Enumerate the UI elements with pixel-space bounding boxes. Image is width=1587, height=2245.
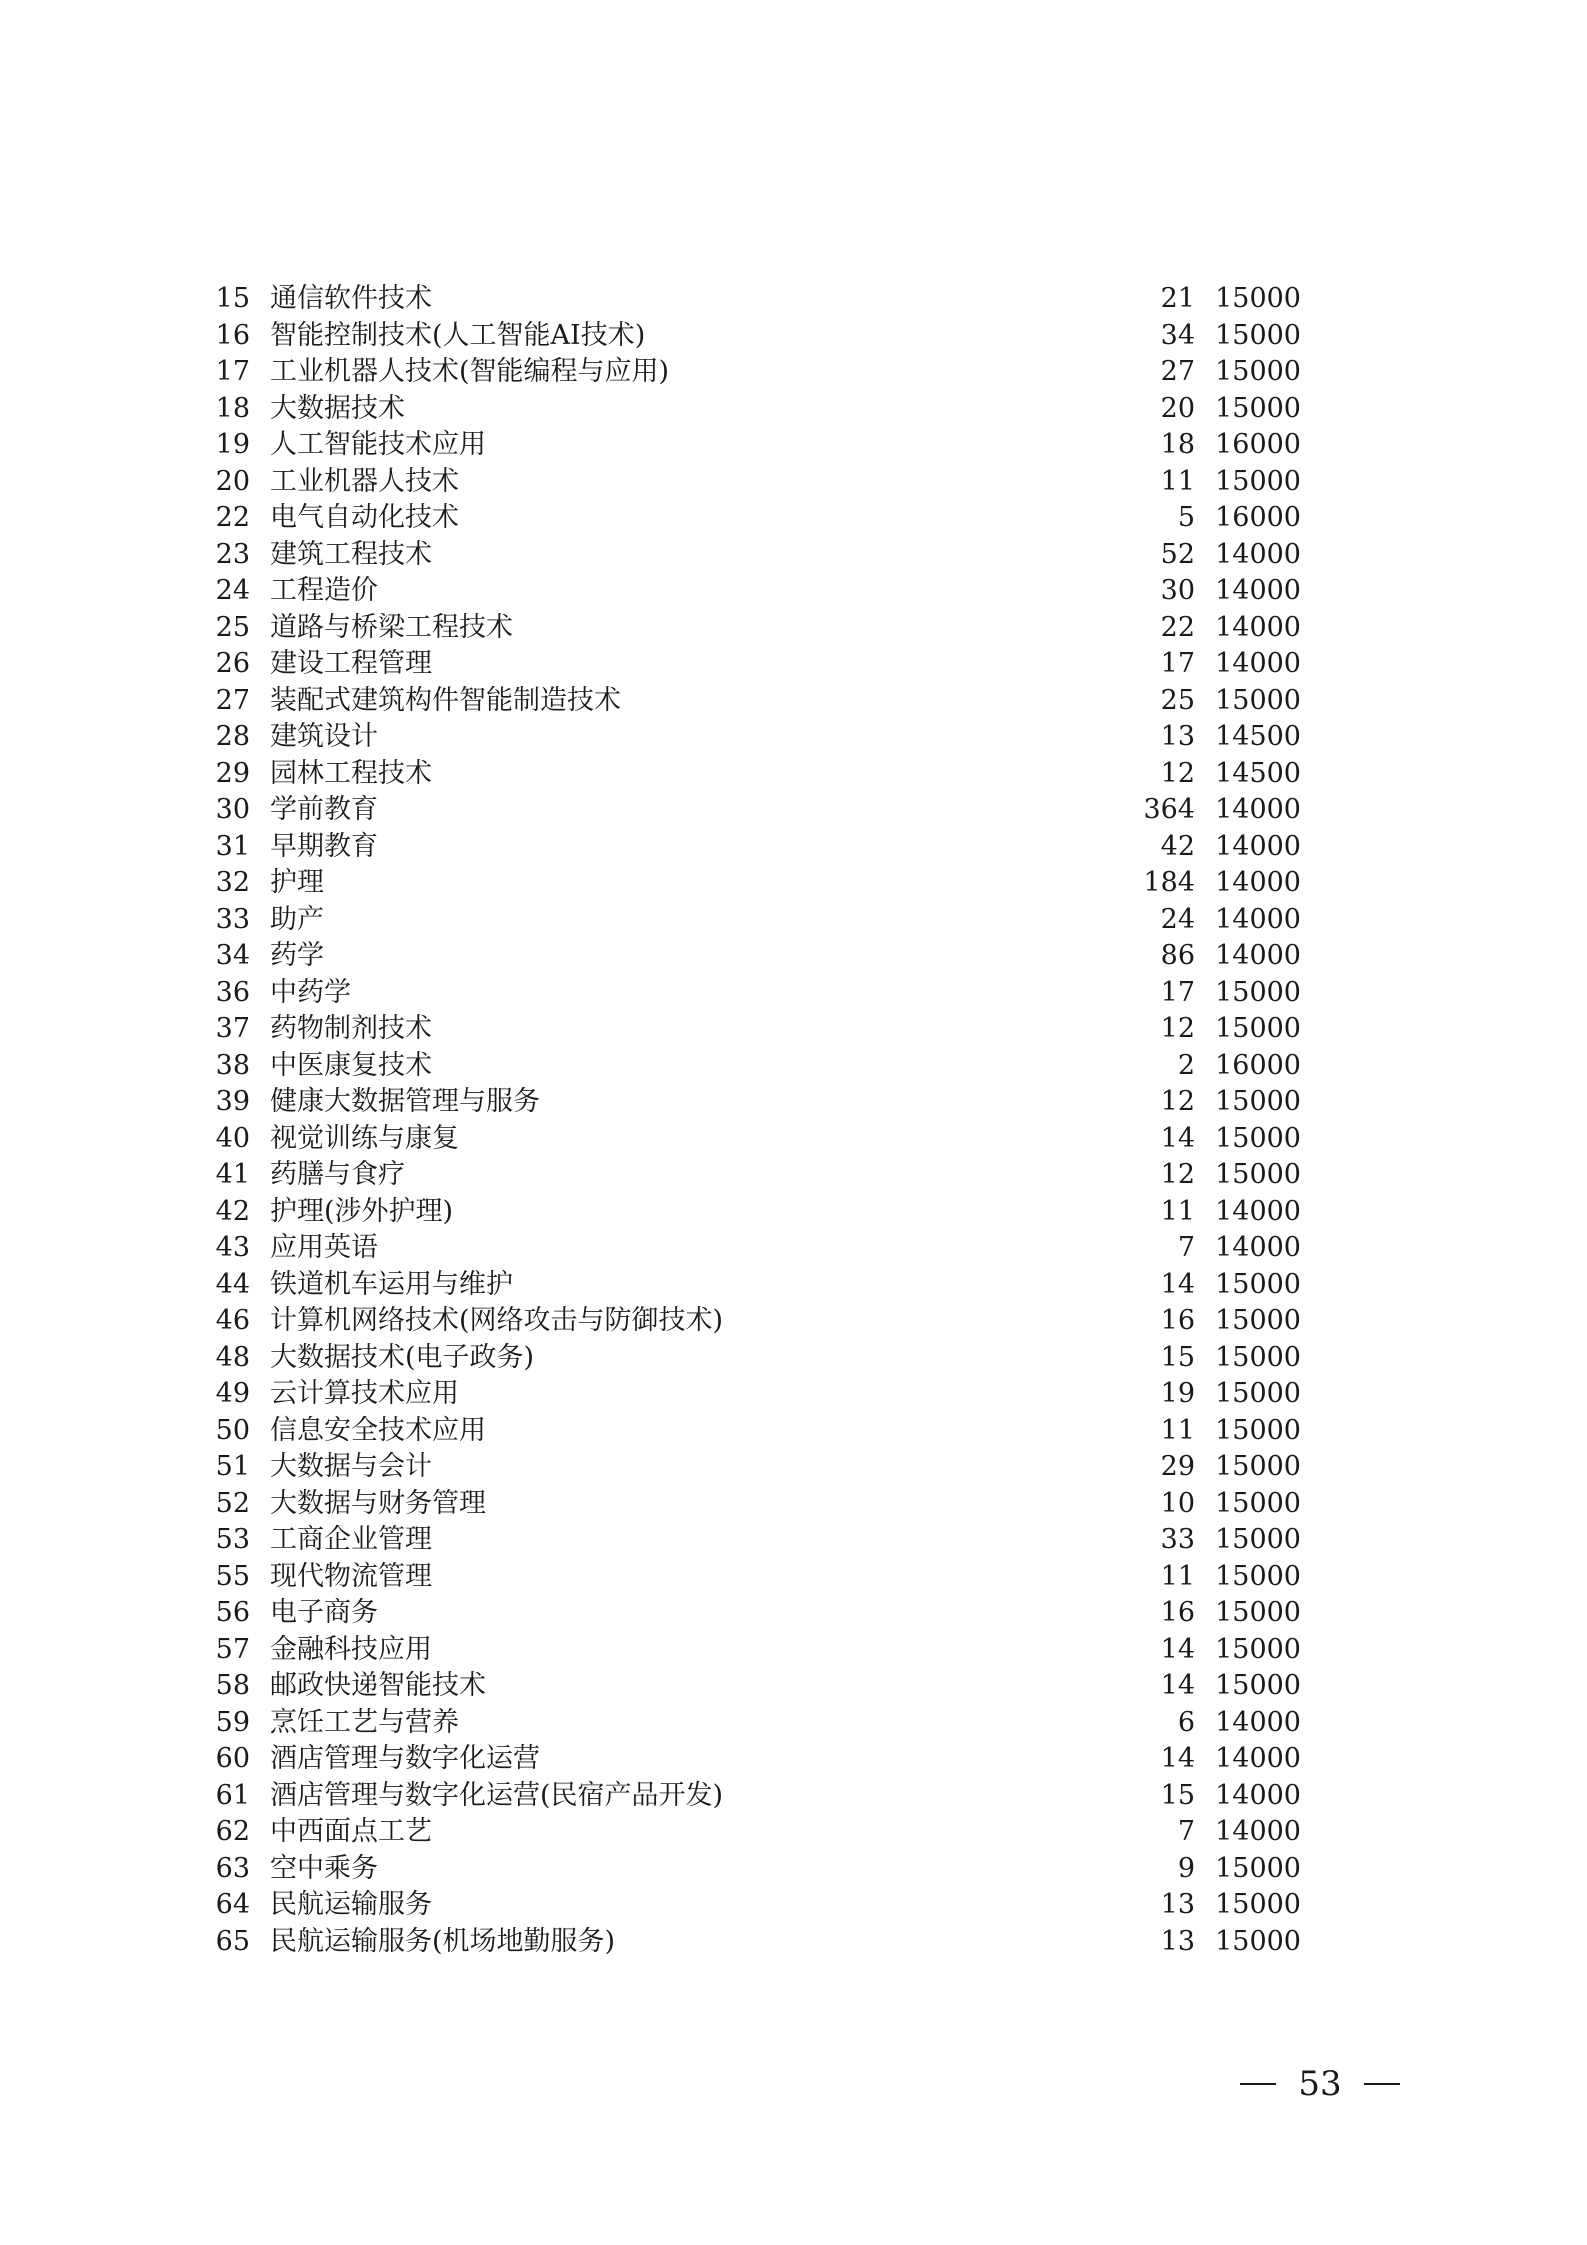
row-number: 15: [215, 283, 250, 314]
tuition-fee: 14000: [1215, 1232, 1301, 1263]
table-row: [0, 1486, 1587, 1523]
row-number: 33: [215, 903, 250, 935]
major-name: 学前教育: [270, 794, 378, 825]
table-row: [0, 427, 1587, 464]
row-number: 65: [215, 1925, 250, 1957]
row-number: 57: [215, 1633, 250, 1665]
major-name: 酒店管理与数字化运营: [270, 1743, 540, 1774]
major-name: 空中乘务: [270, 1852, 378, 1884]
row-number: 50: [215, 1414, 250, 1446]
major-name: 大数据技术: [270, 392, 405, 424]
row-number: 27: [215, 684, 250, 716]
page-number: 53: [1298, 2064, 1342, 2104]
enrollment-count: 20: [1160, 392, 1195, 424]
row-number: 42: [215, 1195, 250, 1227]
enrollment-count: 7: [1177, 1232, 1195, 1263]
tuition-fee: 14000: [1215, 611, 1301, 643]
table-row: [0, 938, 1587, 975]
table-row: [0, 1559, 1587, 1596]
table-row: [0, 975, 1587, 1012]
major-name: 中医康复技术: [270, 1049, 432, 1081]
tuition-fee: 14000: [1215, 1779, 1301, 1811]
tuition-fee: 15000: [1215, 1159, 1301, 1190]
enrollment-count: 21: [1160, 283, 1195, 314]
row-number: 29: [215, 757, 250, 789]
major-name: 铁道机车运用与维护: [270, 1268, 513, 1300]
tuition-fee: 15000: [1215, 1925, 1301, 1957]
enrollment-count: 6: [1177, 1706, 1195, 1738]
table-row: [0, 500, 1587, 537]
table-row: [0, 902, 1587, 939]
major-name: 药膳与食疗: [270, 1159, 405, 1190]
table-row: [0, 1924, 1587, 1961]
row-number: 20: [215, 465, 250, 497]
tuition-fee: 14000: [1215, 1743, 1301, 1774]
table-row: [0, 683, 1587, 720]
tuition-fee: 14500: [1215, 721, 1301, 752]
major-name: 建筑设计: [270, 721, 378, 752]
table-row: [0, 318, 1587, 355]
major-name: 民航运输服务(机场地勤服务): [270, 1925, 616, 1957]
major-name: 工业机器人技术(智能编程与应用): [270, 356, 670, 387]
tuition-fee: 16000: [1215, 1049, 1301, 1081]
tuition-fee: 14000: [1215, 1195, 1301, 1227]
tuition-fee: 14000: [1215, 648, 1301, 679]
enrollment-count: 7: [1177, 1816, 1195, 1847]
enrollment-count: 25: [1160, 684, 1195, 716]
tuition-fee: 16000: [1215, 502, 1301, 533]
enrollment-count: 12: [1160, 757, 1195, 789]
major-name: 计算机网络技术(网络攻击与防御技术): [270, 1305, 724, 1336]
row-number: 48: [215, 1341, 250, 1373]
table-row: [0, 281, 1587, 318]
row-number: 22: [215, 502, 250, 533]
row-number: 34: [215, 940, 250, 971]
enrollment-count: 364: [1143, 794, 1195, 825]
enrollment-count: 5: [1177, 502, 1195, 533]
major-name: 大数据技术(电子政务): [270, 1341, 535, 1373]
row-number: 36: [215, 976, 250, 1008]
major-name: 人工智能技术应用: [270, 429, 486, 460]
row-number: 46: [215, 1305, 250, 1336]
enrollment-count: 12: [1160, 1086, 1195, 1117]
major-name: 健康大数据管理与服务: [270, 1086, 540, 1117]
enrollment-count: 29: [1160, 1451, 1195, 1482]
table-row: [0, 573, 1587, 610]
enrollment-count: 11: [1160, 1414, 1195, 1446]
row-number: 32: [215, 867, 250, 898]
row-number: 19: [215, 429, 250, 460]
tuition-fee: 15000: [1215, 1524, 1301, 1555]
table-row: [0, 1887, 1587, 1924]
tuition-fee: 15000: [1215, 319, 1301, 351]
enrollment-count: 27: [1160, 356, 1195, 387]
major-name: 中药学: [270, 976, 351, 1008]
tuition-fee: 15000: [1215, 1633, 1301, 1665]
major-name: 智能控制技术(人工智能AI技术): [270, 319, 646, 351]
major-name: 金融科技应用: [270, 1633, 432, 1665]
enrollment-count: 18: [1160, 429, 1195, 460]
tuition-fee: 15000: [1215, 392, 1301, 424]
tuition-fee: 15000: [1215, 1560, 1301, 1592]
major-name: 信息安全技术应用: [270, 1414, 486, 1446]
table-row: [0, 792, 1587, 829]
major-name: 工程造价: [270, 575, 378, 606]
enrollment-count: 22: [1160, 611, 1195, 643]
row-number: 40: [215, 1122, 250, 1154]
row-number: 26: [215, 648, 250, 679]
tuition-fee: 15000: [1215, 976, 1301, 1008]
major-name: 助产: [270, 903, 324, 935]
table-row: [0, 1741, 1587, 1778]
row-number: 38: [215, 1049, 250, 1081]
enrollment-count: 16: [1160, 1597, 1195, 1628]
row-number: 58: [215, 1670, 250, 1701]
table-row: [0, 1705, 1587, 1742]
major-name: 酒店管理与数字化运营(民宿产品开发): [270, 1779, 724, 1811]
table-row: [0, 1851, 1587, 1888]
enrollment-count: 14: [1160, 1122, 1195, 1154]
enrollment-count: 17: [1160, 648, 1195, 679]
table-row: [0, 1778, 1587, 1815]
major-name: 视觉训练与康复: [270, 1122, 459, 1154]
major-name: 邮政快递智能技术: [270, 1670, 486, 1701]
tuition-fee: 15000: [1215, 1487, 1301, 1519]
enrollment-count: 19: [1160, 1378, 1195, 1409]
table-row: [0, 1011, 1587, 1048]
table-row: [0, 865, 1587, 902]
row-number: 30: [215, 794, 250, 825]
table-row: [0, 719, 1587, 756]
major-name: 云计算技术应用: [270, 1378, 459, 1409]
enrollment-count: 12: [1160, 1159, 1195, 1190]
table-row: [0, 1267, 1587, 1304]
row-number: 62: [215, 1816, 250, 1847]
major-name: 烹饪工艺与营养: [270, 1706, 459, 1738]
enrollment-count: 86: [1160, 940, 1195, 971]
enrollment-count: 9: [1177, 1852, 1195, 1884]
row-number: 44: [215, 1268, 250, 1300]
enrollment-count: 14: [1160, 1633, 1195, 1665]
major-name: 装配式建筑构件智能制造技术: [270, 684, 621, 716]
row-number: 23: [215, 538, 250, 570]
tuition-fee: 14000: [1215, 1816, 1301, 1847]
row-number: 51: [215, 1451, 250, 1482]
table-row: [0, 829, 1587, 866]
table-row: [0, 1230, 1587, 1267]
tuition-fee: 15000: [1215, 1268, 1301, 1300]
row-number: 52: [215, 1487, 250, 1519]
tuition-fee: 15000: [1215, 1013, 1301, 1044]
row-number: 28: [215, 721, 250, 752]
major-name: 民航运输服务: [270, 1889, 432, 1920]
row-number: 17: [215, 356, 250, 387]
tuition-fee: 14000: [1215, 830, 1301, 862]
row-number: 25: [215, 611, 250, 643]
enrollment-count: 13: [1160, 1925, 1195, 1957]
table-row: [0, 464, 1587, 501]
enrollment-count: 14: [1160, 1743, 1195, 1774]
major-name: 应用英语: [270, 1232, 378, 1263]
table-row: [0, 537, 1587, 574]
major-name: 通信软件技术: [270, 283, 432, 314]
enrollment-count: 30: [1160, 575, 1195, 606]
tuition-fee: 15000: [1215, 1341, 1301, 1373]
major-name: 电气自动化技术: [270, 502, 459, 533]
row-number: 56: [215, 1597, 250, 1628]
row-number: 39: [215, 1086, 250, 1117]
enrollment-count: 16: [1160, 1305, 1195, 1336]
table-row: [0, 354, 1587, 391]
row-number: 64: [215, 1889, 250, 1920]
major-name: 大数据与财务管理: [270, 1487, 486, 1519]
tuition-fee: 15000: [1215, 1852, 1301, 1884]
row-number: 41: [215, 1159, 250, 1190]
major-name: 现代物流管理: [270, 1560, 432, 1592]
table-row: [0, 1121, 1587, 1158]
major-name: 中西面点工艺: [270, 1816, 432, 1847]
major-name: 工业机器人技术: [270, 465, 459, 497]
table-row: [0, 1668, 1587, 1705]
table-row: [0, 1814, 1587, 1851]
table-row: [0, 1413, 1587, 1450]
row-number: 43: [215, 1232, 250, 1263]
table-row: [0, 1157, 1587, 1194]
major-name: 大数据与会计: [270, 1451, 432, 1482]
enrollment-count: 11: [1160, 1560, 1195, 1592]
table-row: [0, 1449, 1587, 1486]
tuition-fee: 14500: [1215, 757, 1301, 789]
enrollment-count: 33: [1160, 1524, 1195, 1555]
table-row: [0, 1084, 1587, 1121]
row-number: 55: [215, 1560, 250, 1592]
tuition-fee: 15000: [1215, 1670, 1301, 1701]
tuition-fee: 16000: [1215, 429, 1301, 460]
tuition-fee: 15000: [1215, 1305, 1301, 1336]
enrollment-count: 11: [1160, 465, 1195, 497]
enrollment-count: 14: [1160, 1670, 1195, 1701]
major-name: 道路与桥梁工程技术: [270, 611, 513, 643]
row-number: 63: [215, 1852, 250, 1884]
enrollment-count: 13: [1160, 1889, 1195, 1920]
table-row: [0, 1048, 1587, 1085]
row-number: 16: [215, 319, 250, 351]
row-number: 31: [215, 830, 250, 862]
tuition-fee: 15000: [1215, 1086, 1301, 1117]
enrollment-count: 13: [1160, 721, 1195, 752]
row-number: 37: [215, 1013, 250, 1044]
table-row: [0, 610, 1587, 647]
row-number: 49: [215, 1378, 250, 1409]
enrollment-count: 34: [1160, 319, 1195, 351]
tuition-fee: 15000: [1215, 356, 1301, 387]
major-name: 工商企业管理: [270, 1524, 432, 1555]
tuition-fee: 15000: [1215, 1414, 1301, 1446]
row-number: 59: [215, 1706, 250, 1738]
enrollment-count: 11: [1160, 1195, 1195, 1227]
tuition-fee: 14000: [1215, 794, 1301, 825]
major-name: 药学: [270, 940, 324, 971]
row-number: 60: [215, 1743, 250, 1774]
table-row: [0, 1632, 1587, 1669]
enrollment-count: 12: [1160, 1013, 1195, 1044]
tuition-fee: 15000: [1215, 684, 1301, 716]
enrollment-count: 24: [1160, 903, 1195, 935]
table-row: [0, 391, 1587, 428]
major-name: 药物制剂技术: [270, 1013, 432, 1044]
tuition-fee: 15000: [1215, 465, 1301, 497]
table-row: [0, 756, 1587, 793]
major-name: 护理: [270, 867, 324, 898]
major-name: 建筑工程技术: [270, 538, 432, 570]
table-row: [0, 1595, 1587, 1632]
enrollment-table: [0, 281, 1587, 1960]
tuition-fee: 15000: [1215, 1122, 1301, 1154]
major-name: 早期教育: [270, 830, 378, 862]
tuition-fee: 14000: [1215, 867, 1301, 898]
tuition-fee: 14000: [1215, 575, 1301, 606]
tuition-fee: 14000: [1215, 940, 1301, 971]
enrollment-count: 14: [1160, 1268, 1195, 1300]
major-name: 护理(涉外护理): [270, 1195, 454, 1227]
major-name: 建设工程管理: [270, 648, 432, 679]
enrollment-count: 17: [1160, 976, 1195, 1008]
table-row: [0, 1303, 1587, 1340]
tuition-fee: 14000: [1215, 538, 1301, 570]
enrollment-count: 2: [1177, 1049, 1195, 1081]
table-row: [0, 1376, 1587, 1413]
tuition-fee: 14000: [1215, 903, 1301, 935]
tuition-fee: 15000: [1215, 1889, 1301, 1920]
tuition-fee: 15000: [1215, 1451, 1301, 1482]
major-name: 园林工程技术: [270, 757, 432, 789]
row-number: 18: [215, 392, 250, 424]
enrollment-count: 52: [1160, 538, 1195, 570]
right-dash: [1364, 2083, 1400, 2085]
enrollment-count: 15: [1160, 1779, 1195, 1811]
enrollment-count: 15: [1160, 1341, 1195, 1373]
major-name: 电子商务: [270, 1597, 378, 1628]
enrollment-count: 42: [1160, 830, 1195, 862]
tuition-fee: 15000: [1215, 1597, 1301, 1628]
enrollment-count: 184: [1143, 867, 1195, 898]
enrollment-count: 10: [1160, 1487, 1195, 1519]
tuition-fee: 14000: [1215, 1706, 1301, 1738]
page-footer: [1240, 2064, 1400, 2104]
table-row: [0, 1194, 1587, 1231]
table-row: [0, 646, 1587, 683]
table-row: [0, 1522, 1587, 1559]
left-dash: [1240, 2083, 1276, 2085]
row-number: 53: [215, 1524, 250, 1555]
row-number: 24: [215, 575, 250, 606]
tuition-fee: 15000: [1215, 283, 1301, 314]
row-number: 61: [215, 1779, 250, 1811]
tuition-fee: 15000: [1215, 1378, 1301, 1409]
table-row: [0, 1340, 1587, 1377]
